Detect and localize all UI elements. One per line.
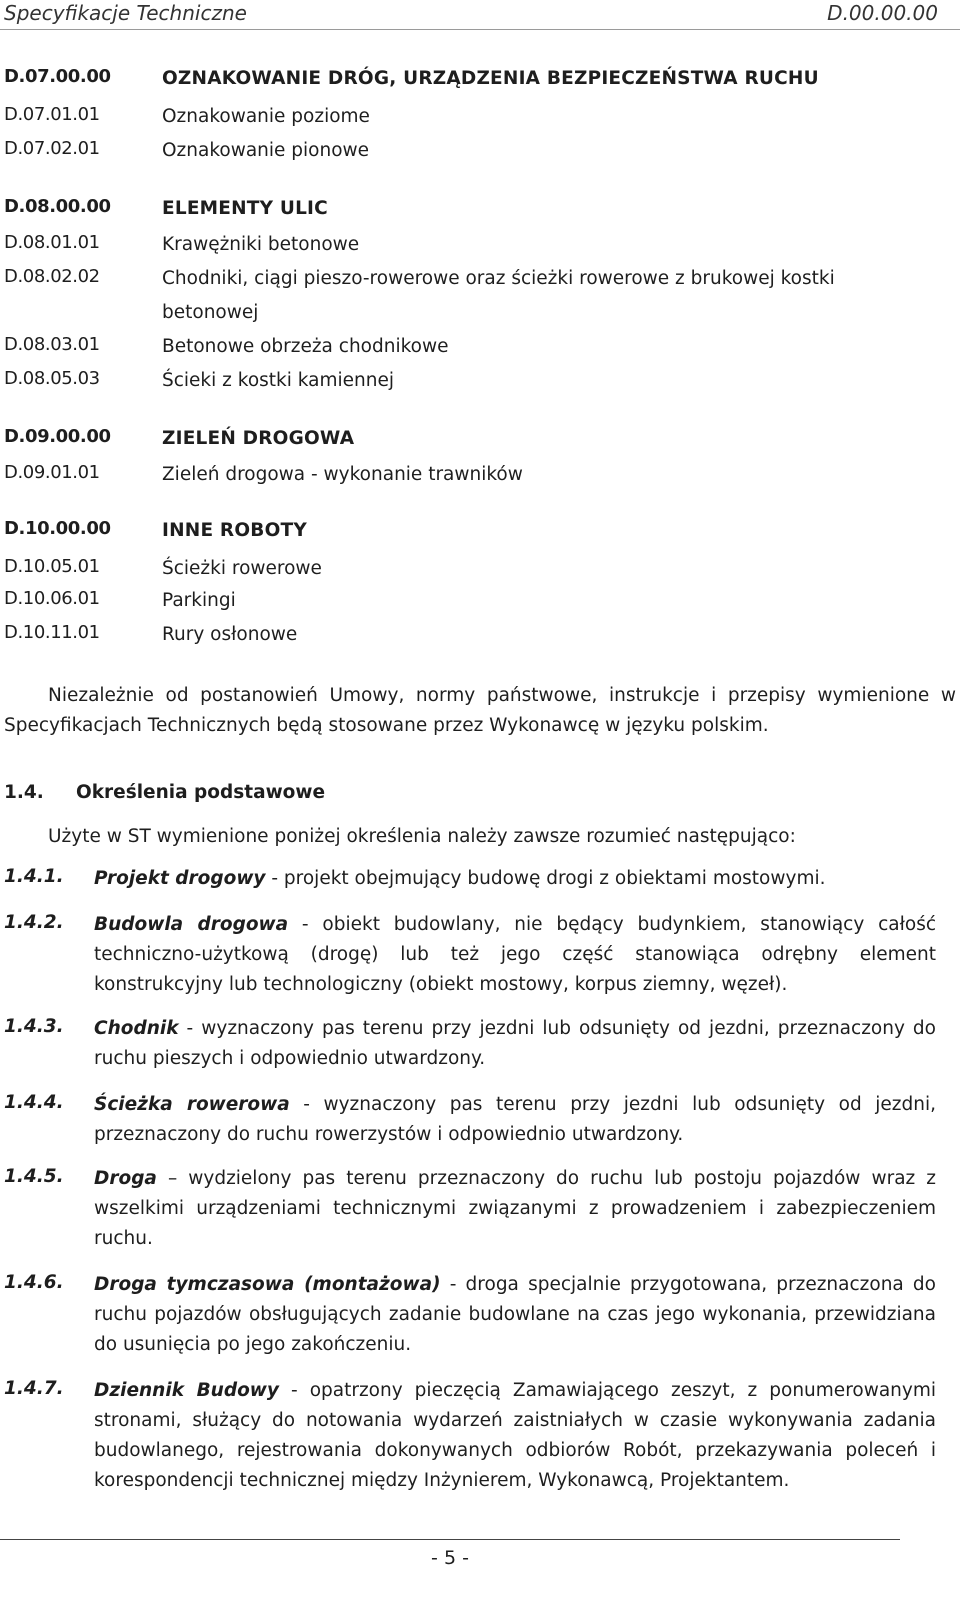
section-intro: Użyte w ST wymienione poniżej określenia należy zawsze rozumieć następująco: xyxy=(48,826,796,847)
spec-code: D.08.03.01 xyxy=(4,334,100,355)
document-title: Specyfikacje Techniczne xyxy=(4,1,247,25)
definition-term: Droga xyxy=(94,1168,157,1189)
spec-list-item xyxy=(0,462,960,488)
spec-code: D.09.01.01 xyxy=(4,462,100,483)
definition-term: Projekt drogowy xyxy=(94,868,266,889)
page-header xyxy=(0,0,960,30)
spec-list-item xyxy=(0,556,960,582)
spec-code: D.10.11.01 xyxy=(4,622,100,643)
spec-list-item xyxy=(0,518,960,544)
spec-title: Ścieki z kostki kamiennej xyxy=(162,370,394,391)
spec-code: D.10.05.01 xyxy=(4,556,100,577)
spec-list-item xyxy=(0,334,960,360)
spec-title: OZNAKOWANIE DRÓG, URZĄDZENIA BEZPIECZEŃSTWA RUCHU xyxy=(162,68,819,89)
spec-list-item xyxy=(0,232,960,258)
spec-title: Betonowe obrzeża chodnikowe xyxy=(162,336,449,357)
section-number: 1.4. xyxy=(4,782,44,803)
definition-number: 1.4.4. xyxy=(4,1092,64,1113)
definition-text: - droga specjalnie przygotowana, przeznaczona do ruchu pojazdów obsługujących zadanie budowlane na czas jego wykonania, przewidziana do usunięcia po jego zakończeniu. xyxy=(94,1274,936,1355)
definition-number: 1.4.2. xyxy=(4,912,64,933)
spec-code: D.09.00.00 xyxy=(4,426,111,447)
definition-term: Chodnik xyxy=(94,1018,179,1039)
spec-title: ZIELEŃ DROGOWA xyxy=(162,428,355,449)
definition-number: 1.4.1. xyxy=(4,866,64,887)
definition-term: Dziennik Budowy xyxy=(94,1380,279,1401)
spec-list-item xyxy=(0,368,960,394)
definition-term: Budowla drogowa xyxy=(94,914,289,935)
document-code: D.00.00.00 xyxy=(827,1,938,25)
definition-number: 1.4.3. xyxy=(4,1016,64,1037)
definition-text: - opatrzony pieczęcią Zamawiającego zeszyt, z ponumerowanymi stronami, służący do notowania wydarzeń zaistniałych w czasie wykonywania zadania budowlanego, rejestrowania dokonywanych odbiorów Robót, przekazywania poleceń i korespondencji technicznej między Inżynierem, Wykonawcą, Projektantem. xyxy=(94,1380,937,1491)
spec-title: Oznakowanie pionowe xyxy=(162,140,370,161)
definition-text: - wyznaczony pas terenu przy jezdni lub odsunięty od jezdni, przeznaczony do ruchu pieszych i odpowiednio utwardzony. xyxy=(94,1018,936,1069)
page-number: - 5 - xyxy=(431,1547,469,1569)
footer-divider xyxy=(0,1539,900,1540)
spec-list-item xyxy=(0,622,960,648)
definition-term: Ścieżka rowerowa xyxy=(94,1094,290,1115)
spec-list-item xyxy=(0,266,960,323)
definition-text: - wyznaczony pas terenu przy jezdni lub odsunięty od jezdni, przeznaczony do ruchu rowerzystów i odpowiednio utwardzony. xyxy=(94,1094,936,1145)
spec-title: Ścieżki rowerowe xyxy=(162,558,322,579)
spec-list-item xyxy=(0,426,960,452)
notice-text: Niezależnie od postanowień Umowy, normy państwowe, instrukcje i przepisy wymienione w Specyfikacjach Technicznych będą stosowane przez Wykonawcę w języku polskim. xyxy=(4,685,956,736)
spec-title: ELEMENTY ULIC xyxy=(162,198,328,219)
spec-list-item xyxy=(0,196,960,222)
definition-text: - obiekt budowlany, nie będący budynkiem, stanowiący całość techniczno-użytkową (drogę) lub też jego część stanowiąca odrębny element konstrukcyjny lub technologiczny (obiekt mostowy, korpus ziemny, węzeł). xyxy=(94,914,937,995)
spec-title: Parkingi xyxy=(162,590,236,611)
spec-title: INNE ROBOTY xyxy=(162,520,307,541)
spec-code: D.08.01.01 xyxy=(4,232,100,253)
spec-title: Zieleń drogowa - wykonanie trawników xyxy=(162,464,523,485)
notice-paragraph xyxy=(4,681,956,741)
spec-title: Oznakowanie poziome xyxy=(162,106,370,127)
definition-number: 1.4.6. xyxy=(4,1272,64,1293)
section-title: Określenia podstawowe xyxy=(76,782,326,803)
definition-text: - projekt obejmujący budowę drogi z obiektami mostowymi. xyxy=(265,868,826,889)
spec-code: D.08.02.02 xyxy=(4,266,100,287)
spec-code: D.07.01.01 xyxy=(4,104,100,125)
spec-code: D.07.02.01 xyxy=(4,138,100,159)
spec-code: D.10.06.01 xyxy=(4,588,100,609)
spec-list-item xyxy=(0,66,960,92)
definition-term: Droga tymczasowa (montażowa) xyxy=(94,1274,441,1295)
definition-number: 1.4.7. xyxy=(4,1378,64,1399)
section-heading xyxy=(4,782,325,803)
spec-title: Krawężniki betonowe xyxy=(162,234,360,255)
definition-text: – wydzielony pas terenu przeznaczony do ruchu lub postoju pojazdów wraz z wszelkimi urządzeniami technicznymi związanymi z prowadzeniem i zabezpieczeniem ruchu. xyxy=(94,1168,936,1249)
spec-title: Rury osłonowe xyxy=(162,624,298,645)
spec-code: D.07.00.00 xyxy=(4,66,111,87)
spec-code: D.10.00.00 xyxy=(4,518,111,539)
definition-number: 1.4.5. xyxy=(4,1166,64,1187)
spec-code: D.08.00.00 xyxy=(4,196,111,217)
spec-list-item xyxy=(0,104,960,130)
spec-list-item xyxy=(0,588,960,614)
spec-title: Chodniki, ciągi pieszo-rowerowe oraz ścieżki rowerowe z brukowej kostki betonowej xyxy=(162,268,835,323)
spec-code: D.08.05.03 xyxy=(4,368,100,389)
spec-list-item xyxy=(0,138,960,164)
